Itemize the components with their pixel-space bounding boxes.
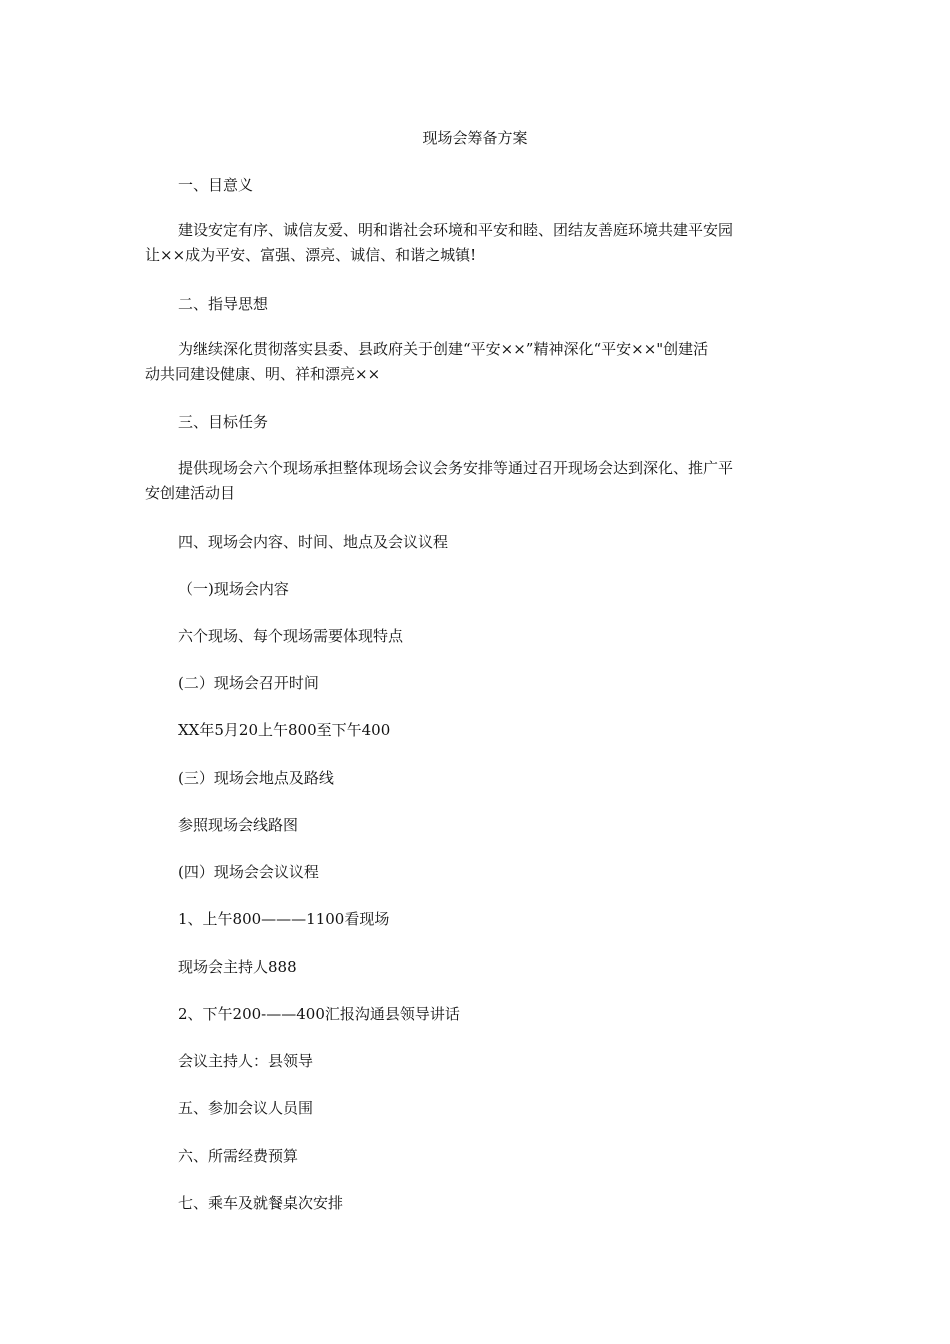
section-heading-transport-dining: 七、乘车及就餐桌次安排 bbox=[178, 1194, 344, 1212]
subsection-body-time: XX年5月20上午800至下午400 bbox=[178, 721, 391, 739]
paragraph-objectives bbox=[145, 456, 810, 506]
agenda-host: 现场会主持人888 bbox=[178, 958, 297, 976]
agenda-host: 会议主持人：县领导 bbox=[178, 1052, 314, 1070]
subsection-heading-content: （一)现场会内容 bbox=[178, 580, 289, 598]
paragraph-line: 安创建活动目 bbox=[145, 484, 236, 502]
section-heading-meeting-details: 四、现场会内容、时间、地点及会议议程 bbox=[178, 533, 449, 551]
paragraph-line: 提供现场会六个现场承担整体现场会议会务安排等通过召开现场会达到深化、推广平 bbox=[178, 459, 734, 477]
section-heading-purpose: 一、目意义 bbox=[178, 176, 254, 194]
subsection-body-location: 参照现场会线路图 bbox=[178, 816, 299, 834]
paragraph-line: 动共同建设健康、明、祥和漂亮×× bbox=[145, 365, 381, 383]
subsection-heading-time: (二）现场会召开时间 bbox=[178, 674, 319, 692]
paragraph-guiding-ideology bbox=[145, 337, 810, 387]
agenda-item: 1、上午800———1100看现场 bbox=[178, 910, 390, 928]
paragraph-purpose bbox=[145, 218, 810, 268]
section-heading-guiding-ideology: 二、指导思想 bbox=[178, 295, 269, 313]
paragraph-line: 建设安定有序、诚信友爱、明和谐社会环境和平安和睦、团结友善庭环境共建平安园 bbox=[178, 221, 734, 239]
section-heading-attendees: 五、参加会议人员围 bbox=[178, 1099, 314, 1117]
section-heading-budget: 六、所需经费预算 bbox=[178, 1147, 299, 1165]
agenda-item: 2、下午200-——400汇报沟通县领导讲话 bbox=[178, 1005, 460, 1023]
subsection-body-content: 六个现场、每个现场需要体现特点 bbox=[178, 627, 404, 645]
paragraph-line: 为继续深化贯彻落实县委、县政府关于创建“平安××”精神深化“平安××"创建活 bbox=[178, 340, 709, 358]
section-heading-objectives: 三、目标任务 bbox=[178, 413, 269, 431]
document-title: 现场会筹备方案 bbox=[422, 129, 528, 147]
subsection-heading-agenda: (四）现场会会议议程 bbox=[178, 863, 319, 881]
paragraph-line: 让××成为平安、富强、漂亮、诚信、和谐之城镇! bbox=[145, 246, 477, 264]
subsection-heading-location: (三）现场会地点及路线 bbox=[178, 769, 334, 787]
